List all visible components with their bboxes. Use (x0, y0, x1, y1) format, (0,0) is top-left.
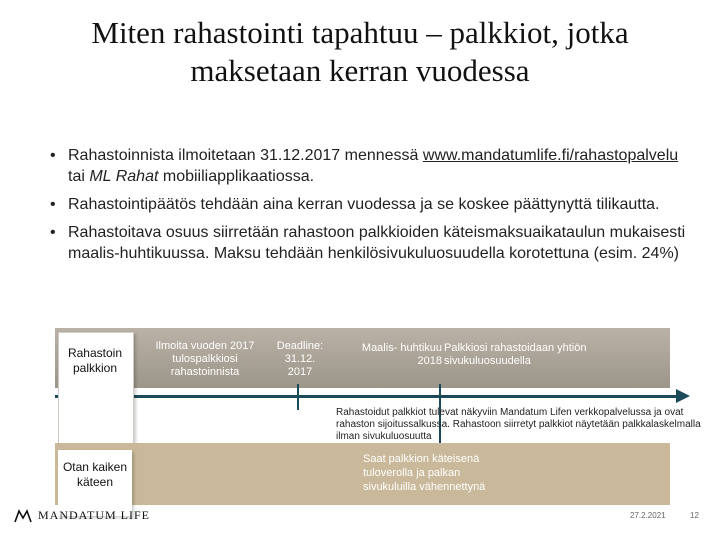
cash-option-description (363, 452, 508, 494)
bullet-dot: • (50, 147, 56, 164)
timeline-step-fund-transfer: Palkkiosi rahastoidaan yhtiön sivukuluosuudella (444, 342, 587, 367)
title-line-2: maksetaan kerran vuodessa (190, 53, 530, 88)
ml-rahat-app-name: ML Rahat (89, 168, 159, 185)
title-line-1: Miten rahastointi tapahtuu – palkkiot, jotka (91, 15, 629, 50)
timeline-step-payment-period: Maalis- huhtikuu 2018 (361, 342, 442, 367)
bullet-3-text: Rahastoitava osuus siirretään rahastoon palkkioiden käteismaksuaikataulun mukaisesti maalis-huhtikuussa. Maksu tehdään henkilösivukuluosuudella korotettuna (esim. 24%) (68, 224, 686, 262)
bullet-item-2 (50, 194, 690, 215)
mandatum-logo (14, 508, 150, 523)
bullet-list (50, 145, 690, 271)
cash-option-label: Otan kaiken käteen (62, 460, 128, 489)
bullet-item-1 (50, 145, 690, 187)
bullet-2-text: Rahastointipäätös tehdään aina kerran vuodessa ja se koskee päättynyttä tilikautta. (68, 196, 660, 213)
logo-text: MANDATUM LIFE (38, 508, 150, 522)
bullet-item-3 (50, 222, 690, 264)
footer-date: 27.2.2021 (630, 511, 666, 520)
bullet-dot: • (50, 224, 56, 241)
bullet-1-text-b: tai (68, 168, 90, 185)
bullet-1-text-c: mobiiliapplikaatiossa. (158, 168, 315, 185)
timeline-arrow-line (55, 395, 680, 398)
timeline-note: Rahastoidut palkkiot tulevat näkyviin Mandatum Lifen verkkopalvelussa ja ovat rahaston sijoitussalkussa. Rahastoon siirretyt palkkiot näytetään palkkalaskelmalla ilman sivukuluosuutta (336, 407, 701, 442)
cash-description-text: Saat palkkion käteisenä tuloverolla ja palkan sivukuluilla vähennettynä (363, 453, 486, 493)
timeline-step-announce: Ilmoita vuoden 2017 tulospalkkiosi rahastoinnista (155, 340, 255, 378)
bullet-1-text-a: Rahastoinnista ilmoitetaan 31.12.2017 mennessä (68, 147, 419, 164)
fund-option-label: Rahastoin palkkion (67, 346, 123, 375)
mandatum-logo-icon (14, 509, 32, 523)
mandatum-link[interactable]: www.mandatumlife.fi/rahastopalvelu (422, 147, 679, 164)
page-number: 12 (690, 511, 699, 520)
slide-title (0, 14, 720, 90)
arrow-right-icon (676, 389, 690, 403)
timeline-step-deadline: Deadline: 31.12. 2017 (276, 340, 324, 378)
bullet-dot: • (50, 196, 56, 213)
